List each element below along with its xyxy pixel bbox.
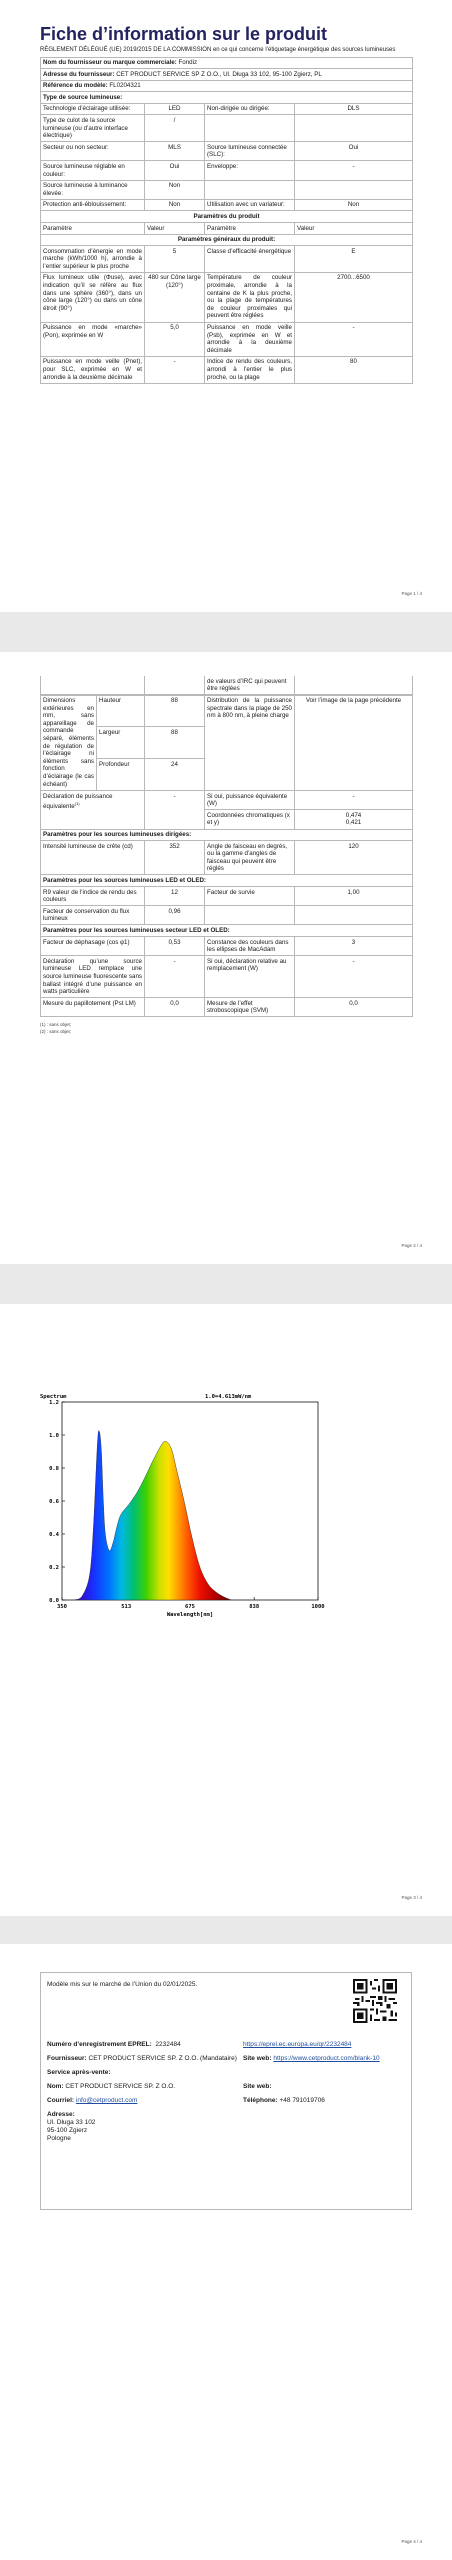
table-row: de valeurs d’IRC qui peuvent être réglées [41,676,413,695]
page-number: Page 2 / 4 [401,1243,422,1248]
y-tick-label: 1.0 [49,1433,59,1439]
x-tick-label: 1000 [311,1604,325,1610]
y-tick-label: 0.6 [49,1499,59,1505]
table-row: Intensité lumineuse de crête (cd) 352 Angle de faisceau en degrés, ou la gamme d’angles de faisceau qui peuvent être réglés 120 [41,841,413,875]
x-tick-label: 350 [57,1604,67,1610]
table-row: Coordonnées chromatiques (x et y) 0,474 0,421 [41,810,413,829]
spectrum-chart [0,1368,452,1648]
spectrum-area [74,1431,232,1600]
y-tick-label: 0.8 [49,1466,59,1472]
x-axis-label: Wavelength[nm] [166,1612,214,1618]
service-label: Service après-vente: [47,2069,111,2076]
table-row: Largeur 88 [41,727,413,759]
eprel-link[interactable]: https://eprel.ec.europa.eu/qr/2232484 [243,2041,352,2048]
directional-header: Paramètres pour les sources lumineuses dirigées: [41,829,413,841]
address-line: Pologne [47,2135,71,2142]
table-row: Profondeur 24 [41,759,413,791]
table-row: Facteur de déphasage (cos φ1) 0,53 Constance des couleurs dans les ellipses de MacAdam 3 [41,937,413,956]
column-headers: Paramètre Valeur Paramètre Valeur [41,223,413,235]
trademark-value: Fondiz [178,59,198,66]
params-table-2 [40,790,413,1017]
address-line: 95-100 Zgierz [47,2127,88,2134]
table-row: Source lumineuse à luminance élevée: Non [41,180,413,199]
table-row: Source lumineuse réglable en couleur: Oui Enveloppe: - [41,161,413,180]
dimensions-table [40,695,413,791]
y-tick-label: 0.4 [49,1532,59,1538]
footnotes [40,1021,412,1035]
email-link[interactable]: info@cetproduct.com [75,2097,138,2104]
page-2 [0,652,452,1264]
table-row: Protection anti-éblouissement: Non Utilisation avec un variateur: Non [41,199,413,211]
page-1 [0,0,452,612]
page-3 [0,1304,452,1916]
address-label: Adresse: [47,2111,75,2118]
website-link[interactable]: https://www.cetproduct.com/blank-10 [273,2055,380,2062]
table-row: Puissance en mode «marche» (Pon), exprimée en W 5,0 Puissance en mode veille (Psb), exprimée en W et arrondie à la deuxième décimale - [41,322,413,356]
supplier-address-row: Adresse du fournisseur: CET PRODUCT SERVICE SP Z O.O., Ul. Długa 33 102, 95-100 Zgierz, PL [41,69,413,81]
page-number: Page 1 / 4 [401,591,422,596]
trademark-row: Nom du fournisseur ou marque commerciale: Fondiz [41,57,413,69]
y-tick-label: 0.0 [49,1598,59,1604]
phone-value: +48 791019706 [279,2097,325,2104]
model-row: Référence du modèle: FL0204321 [41,80,413,92]
address-line: Ul. Długa 33 102 [47,2119,96,2126]
market-date: Modèle mis sur le marché de l’Union du 02/01/2025. [47,1981,198,1988]
page-4 [0,1944,452,2560]
page-number: Page 4 / 4 [401,2539,422,2544]
table-row: Technologie d’éclairage utilisée: LED Non-dirigée ou dirigée: DLS [41,103,413,115]
chart-title: 1.0=4.613mW/nm [205,1394,252,1400]
qr-code-icon [353,1979,397,2023]
mains-header: Paramètres pour les sources lumineuses secteur LED et OLED: [41,925,413,937]
table-row: Facteur de conservation du flux lumineux 0,96 [41,906,413,925]
led-oled-header: Paramètres pour les sources lumineuses LED et OLED: [41,875,413,887]
x-tick-label: 675 [185,1604,195,1610]
product-params-table-continued [40,676,413,695]
y-tick-label: 0.2 [49,1565,59,1571]
table-row: Secteur ou non secteur: MLS Source lumineuse connectée (SLC): Oui [41,142,413,161]
table-row: Consommation d’énergie en mode marche (kWh/1000 h), arrondie à l’entier supérieur le plus proche 5 Classe d’efficacité énergétique E [41,246,413,273]
supplier-info-box [40,1972,412,2210]
document-title: Fiche d’information sur le produit [40,24,328,44]
x-tick-label: 513 [121,1604,132,1610]
table-row: Flux lumineux utile (Φuse), avec indication qu’il se réfère au flux dans une sphère (360°), dans un cône large (120°) ou dans un cône étroit (90°) 480 sur Cône large (120°) Température de couleur proximale, arrondie à la centaine de K la plus proche, ou la plage de températures de couleur proximales qui peuvent être réglées 2700...6500 [41,272,413,322]
x-tick-label: 838 [249,1604,260,1610]
table-row: Déclaration qu’une source lumineuse LED remplace une source lumineuse fluorescente sans ballast intégré d’une puissance en watts particulière - Si oui, déclaration relative au remplacement (W) - [41,956,413,998]
type-header: Type de source lumineuse: [41,92,413,104]
table-row: R9 valeur de l’indice de rendu des couleurs 12 Facteur de survie 1,00 [41,887,413,906]
regulation-text: RÈGLEMENT DÉLÉGUÉ (UE) 2019/2015 DE LA COMMISSION en ce qui concerne l’étiquetage énergétique des sources lumineuses [40,47,396,53]
params-header: Paramètres du produit [41,211,413,223]
contact-row: Courriel: info@cetproduct.com Téléphone: +48 791019706 [47,2097,325,2104]
footnote-1: (1) : sans objet; [40,1022,72,1028]
table-row: Dimensions extérieures en mm, sans appareillage de commande séparé, éléments de régulation de l’éclairage ni éléments sans fonction d’éclairage (le cas échéant) Hauteur 88 Distribution de la puissance spectrale dans la plage de 250 nm à 800 nm, à pleine charge Voir l’image de la page précédente [41,695,413,727]
y-axis-label: Spectrum [40,1394,67,1400]
eprel-row: Numéro d’enregistrement EPREL: 2232484 https://eprel.ec.europa.eu/qr/2232484 [47,2041,352,2048]
table-row: Type de culot de la source lumineuse (ou d’autre interface électrique) / [41,115,413,142]
service-name-row: Nom: CET PRODUCT SERVICE SP. Z O.O. Site web: [47,2083,272,2090]
general-header: Paramètres généraux du produit: [41,234,413,246]
page-number: Page 3 / 4 [401,1895,422,1900]
table-row: Mesure du papillotement (Pst LM) 0,0 Mesure de l’effet stroboscopique (SVM) 0,0 [41,998,413,1017]
footnote-2: (2) : sans objet; [40,1029,72,1035]
table-row: Puissance en mode veille (Pnet), pour SLC, exprimée en W et arrondie à la deuxième décimale - Indice de rendu des couleurs, arrondi à l’entier le plus proche, ou la plage 80 [41,356,413,383]
y-tick-label: 1.2 [49,1400,59,1406]
product-info-table [40,57,413,384]
eprel-number: 2232484 [155,2041,181,2048]
table-row: Déclaration de puissance équivalente$^{(1)}$ - Si oui, puissance équivalente (W) - [41,791,413,810]
supplier-row: Fournisseur: CET PRODUCT SERVICE SP. Z O.O. (Mandataire) Site web: https://www.cetproduct.com/blank-10 [47,2055,380,2062]
